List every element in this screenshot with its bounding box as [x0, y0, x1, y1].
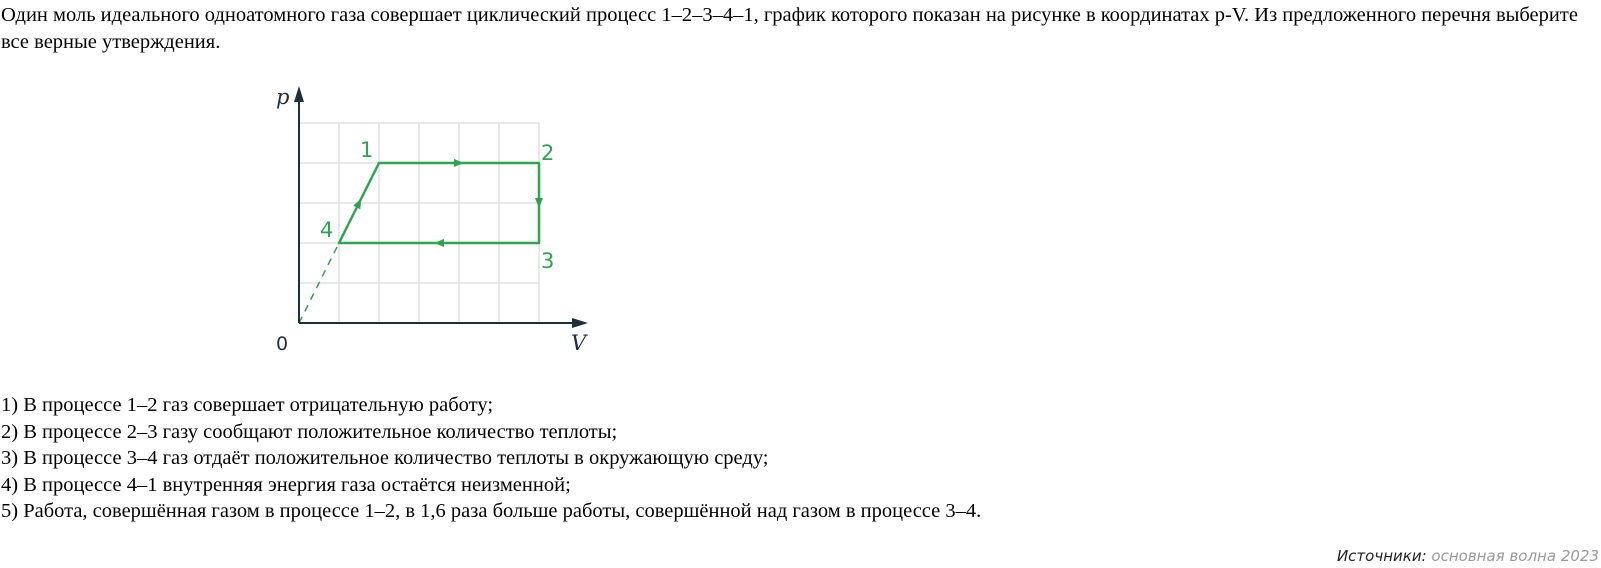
x-axis-label: V — [571, 331, 587, 355]
point-label-3: 3 — [541, 249, 555, 273]
source-label: Источники: — [1336, 547, 1427, 565]
question-text: Один моль идеального одноатомного газа совершает циклический процесс 1–2–3–4–1, график которого показан на рисунке в координатах p-V. Из предложенного перечня выберите все верные утверждения. — [1, 4, 1578, 53]
point-label-4: 4 — [320, 218, 334, 242]
option-2: 2) В процессе 2–3 газу сообщают положительное количество теплоты; — [1, 420, 618, 443]
option-4: 4) В процессе 4–1 внутренняя энергия газа остаётся неизменной; — [1, 473, 571, 496]
y-axis-label: p — [276, 85, 290, 109]
y-axis-arrowhead — [294, 86, 304, 102]
origin-label: 0 — [276, 333, 289, 355]
grid — [299, 123, 539, 323]
pv-diagram — [260, 82, 600, 372]
point-label-1: 1 — [360, 138, 374, 162]
source-link[interactable]: основная волна 2023 — [1431, 547, 1599, 565]
direction-arrow — [434, 239, 444, 247]
point-label-2: 2 — [541, 141, 555, 165]
option-3: 3) В процессе 3–4 газ отдаёт положительное количество теплоты в окружающую среду; — [1, 447, 769, 469]
pv-diagram-svg — [260, 82, 600, 372]
option-1: 1) В процессе 1–2 газ совершает отрицательную работу; — [1, 394, 494, 416]
answer-options — [1, 392, 981, 525]
source-note — [1337, 547, 1599, 565]
x-axis-arrowhead — [572, 318, 588, 328]
direction-arrow — [353, 199, 361, 210]
option-5: 5) Работа, совершённая газом в процессе 1–2, в 1,6 раза больше работы, совершённой над газом в процессе 3–4. — [1, 500, 982, 522]
